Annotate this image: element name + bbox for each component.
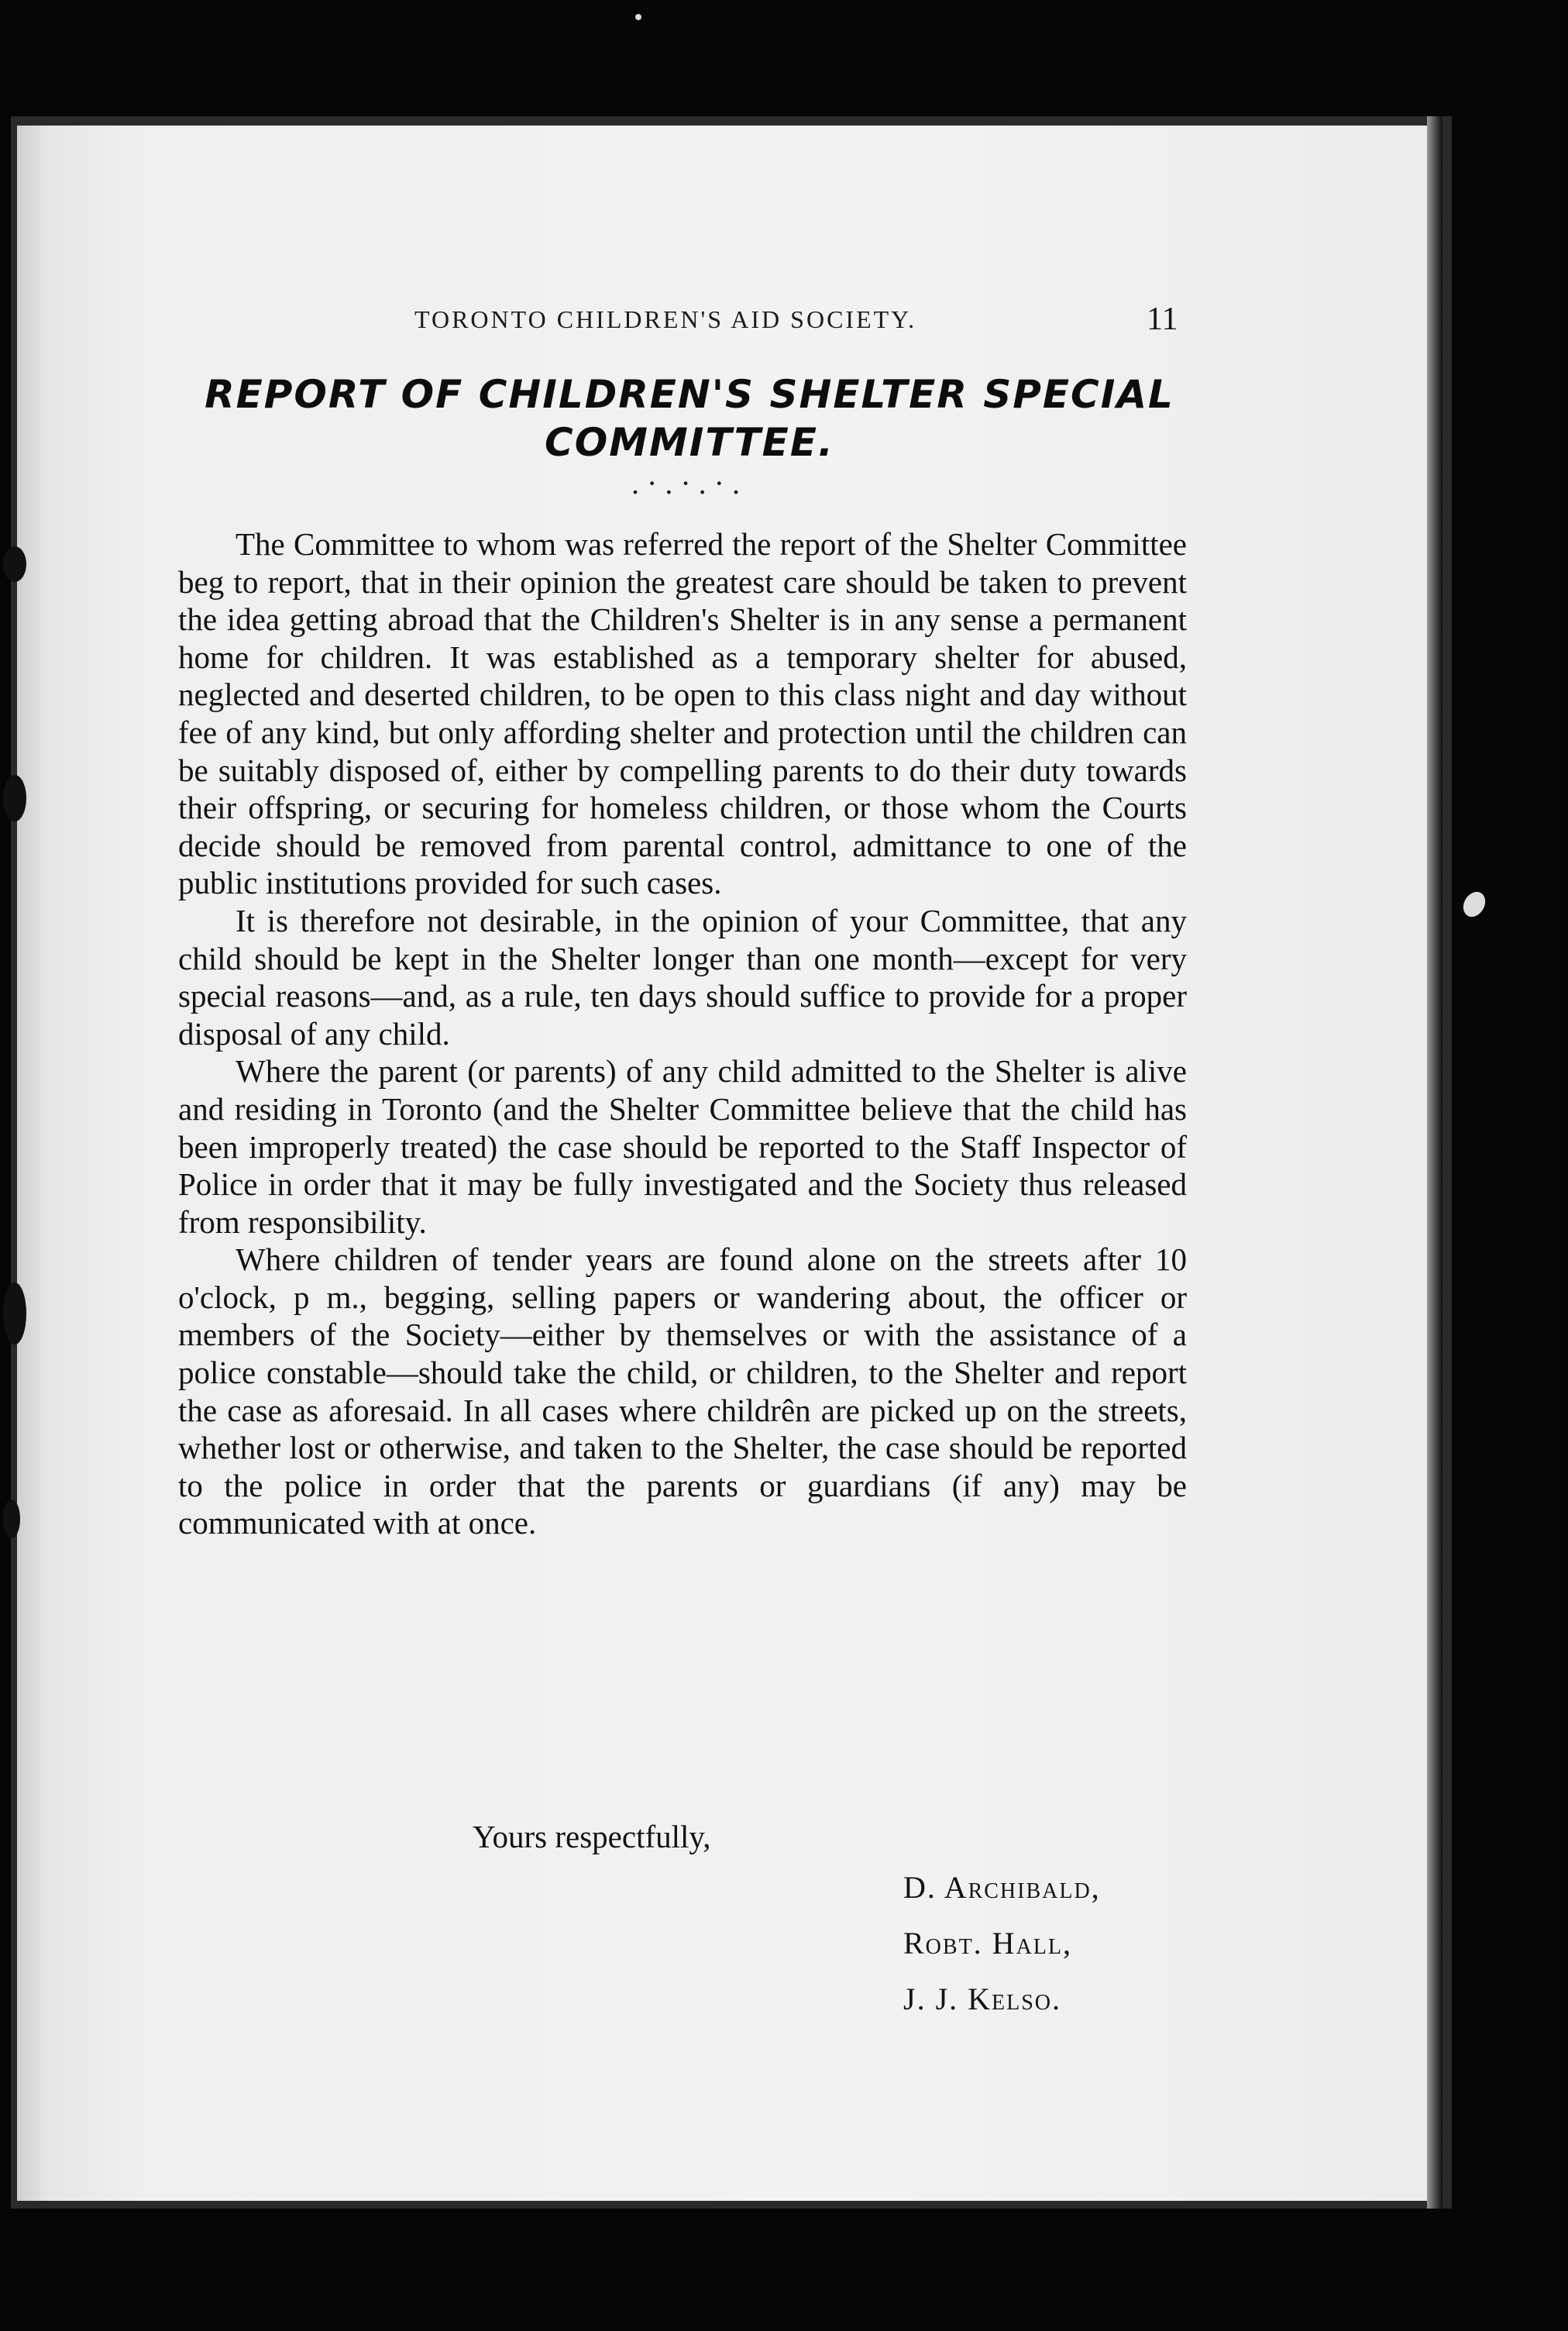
signatory: D. Archibald,	[903, 1870, 1101, 1905]
report-body	[178, 525, 1187, 1542]
ornament-divider: .·.·.·.	[631, 466, 748, 501]
paragraph: It is therefore not desirable, in the opinion of your Committee, that any child should be kept in the Shelter longer than one month—except for very special reasons—and, as a rule, ten days should suffice to provide for a proper disposal of any child.	[178, 902, 1187, 1052]
signatory: Robt. Hall,	[903, 1926, 1072, 1961]
page-header	[178, 301, 1185, 347]
closing-salutation: Yours respectfully,	[473, 1819, 711, 1854]
paragraph: The Committee to whom was referred the report of the Shelter Committee beg to report, that in their opinion the greatest care should be taken to prevent the idea getting abroad that the Children's Shelter is in any sense a permanent home for children. It was established as a temporary shelter for abused, neglected and deserted children, to be open to this class night and day without fee of any kind, but only affording shelter and protection until the children can be suitably disposed of, either by compelling parents to do their duty towards their offspring, or securing for homeless children, or those whom the Courts decide should be removed from parental control, admittance to one of the public institutions provided for such cases.	[178, 526, 1187, 901]
binding-mark	[3, 1499, 20, 1538]
binding-mark	[3, 775, 26, 821]
dust-speck	[1459, 888, 1490, 921]
signature-block	[903, 1860, 1101, 2027]
binding-mark	[3, 1283, 26, 1345]
report-title: REPORT OF CHILDREN'S SHELTER SPECIAL COMMITTEE.	[205, 372, 1174, 465]
paragraph: Where the parent (or parents) of any child admitted to the Shelter is alive and residing in Toronto (and the Shelter Committee believe that the child has been improperly treated) the case should be reported to the Staff Inspector of Police in order that it may be fully investigated and the Society thus released from responsibility.	[178, 1053, 1187, 1240]
page-number: 11	[1147, 301, 1178, 337]
signatory: J. J. Kelso.	[903, 1982, 1062, 2016]
paragraph: Where children of tender years are found alone on the streets after 10 o'clock, p m., begging, selling papers or wandering about, the officer or members of the Society—either by themselves or with the assistance of a police constable—should take the child, or children, to the Shelter and report the case as aforesaid. In all cases where childrên are picked up on the streets, whether lost or otherwise, and taken to the Shelter, the case should be reported to the police in order that the parents or guardians (if any) may be communicated with at once.	[178, 1241, 1187, 1541]
dust-speck	[635, 14, 641, 20]
binding-mark	[3, 546, 26, 582]
page-edge	[1427, 116, 1442, 2209]
running-head: TORONTO CHILDREN'S AID SOCIETY.	[414, 305, 917, 333]
